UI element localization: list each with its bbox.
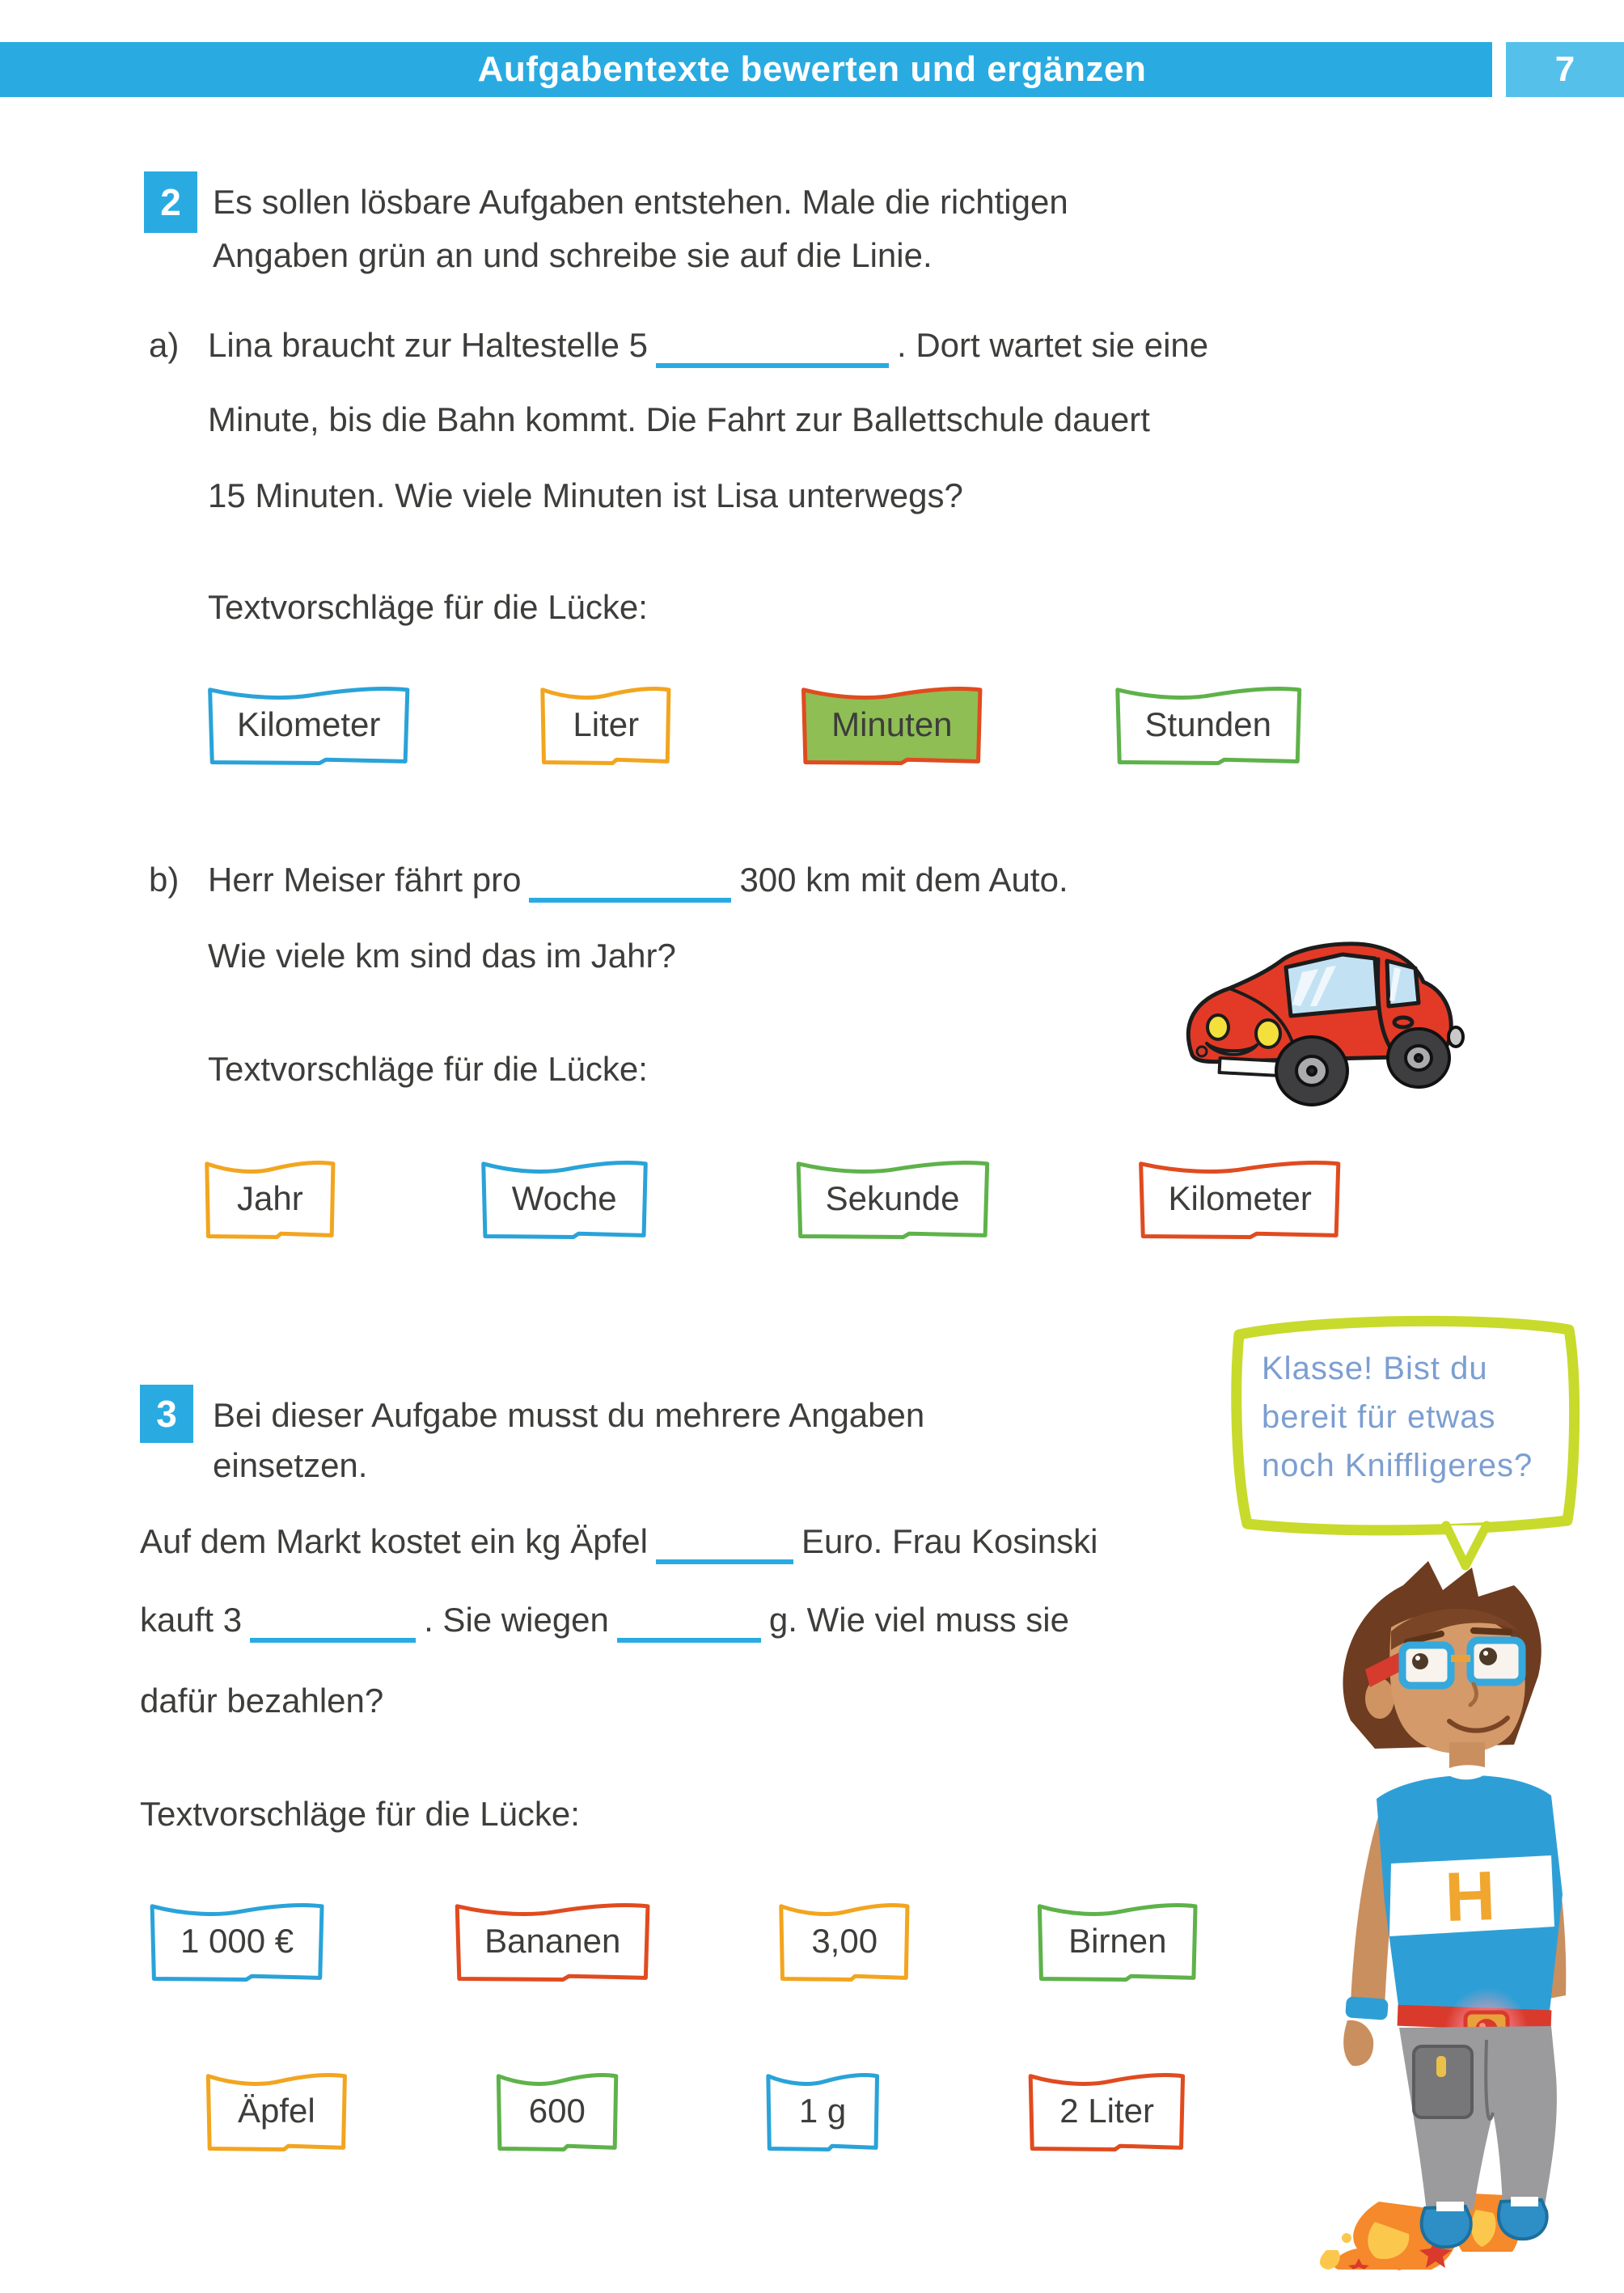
suggestion-box-3-00[interactable] [776, 1897, 913, 1985]
item-b-line-2: Wie viele km sind das im Jahr? [208, 937, 676, 975]
task-3-body-line-2-pre: kauft 3 [140, 1601, 243, 1639]
item-b-label: b) [149, 861, 180, 899]
suggestion-box-sekunde[interactable] [790, 1155, 996, 1242]
suggestions-row-b [201, 1155, 1347, 1242]
suggestion-box-2-liter[interactable] [1024, 2067, 1190, 2155]
suggestions-row-3b [202, 2067, 1190, 2155]
suggestions-row-3a [145, 1897, 1202, 1985]
suggestion-label: 600 [528, 2092, 586, 2130]
suggestion-label: Woche [511, 1179, 617, 1217]
suggestion-box-birnen[interactable] [1033, 1897, 1202, 1985]
red-car-illustration [1158, 932, 1470, 1110]
blank-line-price[interactable] [656, 1551, 793, 1564]
page-number-badge [1506, 42, 1624, 97]
item-b-line-1-pre: Herr Meiser fährt pro [208, 861, 522, 899]
item-a-line-1 [208, 326, 1208, 365]
item-a-line-3: 15 Minuten. Wie viele Minuten ist Lisa unterwegs? [208, 476, 963, 514]
blank-line-item[interactable] [250, 1630, 416, 1643]
suggestion-label: 1 g [798, 2092, 847, 2130]
item-b-line-1-post: 300 km mit dem Auto. [739, 861, 1068, 899]
suggestions-label-b: Textvorschläge für die Lücke: [208, 1050, 648, 1088]
task-2-number: 2 [160, 181, 181, 223]
speech-bubble-text [1262, 1344, 1533, 1490]
suggestion-box-1-000-€[interactable] [145, 1897, 329, 1985]
item-b-line-1 [208, 861, 1068, 899]
blank-line-b[interactable] [529, 890, 731, 903]
task-3-body-line-1-pre: Auf dem Markt kostet ein kg Äpfel [140, 1522, 648, 1560]
suggestions-label-3: Textvorschläge für die Lücke: [140, 1795, 580, 1833]
suggestion-box-äpfel[interactable] [202, 2067, 351, 2155]
task-3-body-line-3: dafür bezahlen? [140, 1682, 384, 1720]
blank-line-a[interactable] [656, 355, 889, 368]
speech-bubble [1223, 1309, 1591, 1576]
task-3-body-line-2-mid: . Sie wiegen [424, 1601, 609, 1639]
task-3-body-line-2-post: g. Wie viel muss sie [768, 1601, 1069, 1639]
task-3-instruction-line-1: Bei dieser Aufgabe musst du mehrere Angaben [213, 1396, 925, 1434]
suggestion-box-600[interactable] [493, 2067, 621, 2155]
suggestion-label: Minuten [831, 705, 953, 743]
suggestions-label-a: Textvorschläge für die Lücke: [208, 588, 648, 626]
page-number: 7 [1554, 49, 1575, 89]
header-bar [0, 42, 1492, 97]
task-2-instruction-line-2: Angaben grün an und schreibe sie auf die Linie. [213, 236, 933, 274]
rocket-flames [1320, 2194, 1520, 2270]
suggestion-label: Sekunde [825, 1179, 960, 1217]
task-3-marker [140, 1385, 193, 1443]
item-a-line-1-post: . Dort wartet sie eine [896, 326, 1209, 364]
blank-line-weight[interactable] [617, 1630, 761, 1643]
suggestion-box-woche[interactable] [476, 1155, 653, 1242]
task-3-number: 3 [156, 1393, 177, 1435]
suggestion-box-minuten[interactable] [796, 681, 988, 768]
suggestion-label: Kilometer [237, 705, 381, 743]
suggestion-box-bananen[interactable] [449, 1897, 656, 1985]
suggestion-label: 3,00 [811, 1922, 878, 1960]
suggestion-label: Kilometer [1168, 1179, 1312, 1217]
page-title: Aufgabentexte bewerten und ergänzen [477, 49, 1147, 89]
task-3-body-line-1 [140, 1522, 1097, 1561]
task-3-body-line-1-post: Euro. Frau Kosinski [801, 1522, 1098, 1560]
suggestion-box-1-g[interactable] [763, 2067, 882, 2155]
suggestion-label: 2 Liter [1059, 2092, 1154, 2130]
item-a-label: a) [149, 326, 180, 364]
suggestion-label: Birnen [1068, 1922, 1167, 1960]
suggestion-box-jahr[interactable] [201, 1155, 339, 1242]
task-3-body-line-2 [140, 1601, 1069, 1639]
item-a-line-2: Minute, bis die Bahn kommt. Die Fahrt zur Ballettschule dauert [208, 400, 1150, 438]
suggestion-box-stunden[interactable] [1110, 681, 1307, 768]
suggestion-label: Stunden [1144, 705, 1272, 743]
suggestion-box-kilometer[interactable] [1132, 1155, 1347, 1242]
speech-bubble-line-3: noch Kniffligeres? [1262, 1448, 1533, 1483]
suggestion-label: Jahr [237, 1179, 303, 1217]
rocket-boy-character-illustration [1270, 1555, 1624, 2270]
item-a-line-1-pre: Lina braucht zur Haltestelle 5 [208, 326, 648, 364]
task-2-instruction-line-1: Es sollen lösbare Aufgaben entstehen. Male die richtigen [213, 183, 1068, 221]
speech-bubble-line-1: Klasse! Bist du [1262, 1351, 1488, 1386]
suggestion-label: Bananen [484, 1922, 621, 1960]
shirt-letter: H [1444, 1856, 1497, 1937]
suggestion-box-liter[interactable] [537, 681, 675, 768]
suggestion-box-kilometer[interactable] [201, 681, 416, 768]
task-3-instruction-line-2: einsetzen. [213, 1446, 368, 1484]
suggestion-label: Liter [573, 705, 640, 743]
suggestion-label: 1 000 € [180, 1922, 294, 1960]
speech-bubble-line-2: bereit für etwas [1262, 1399, 1496, 1435]
task-2-marker [144, 171, 197, 233]
suggestions-row-a [201, 681, 1307, 768]
suggestion-label: Äpfel [238, 2092, 315, 2130]
